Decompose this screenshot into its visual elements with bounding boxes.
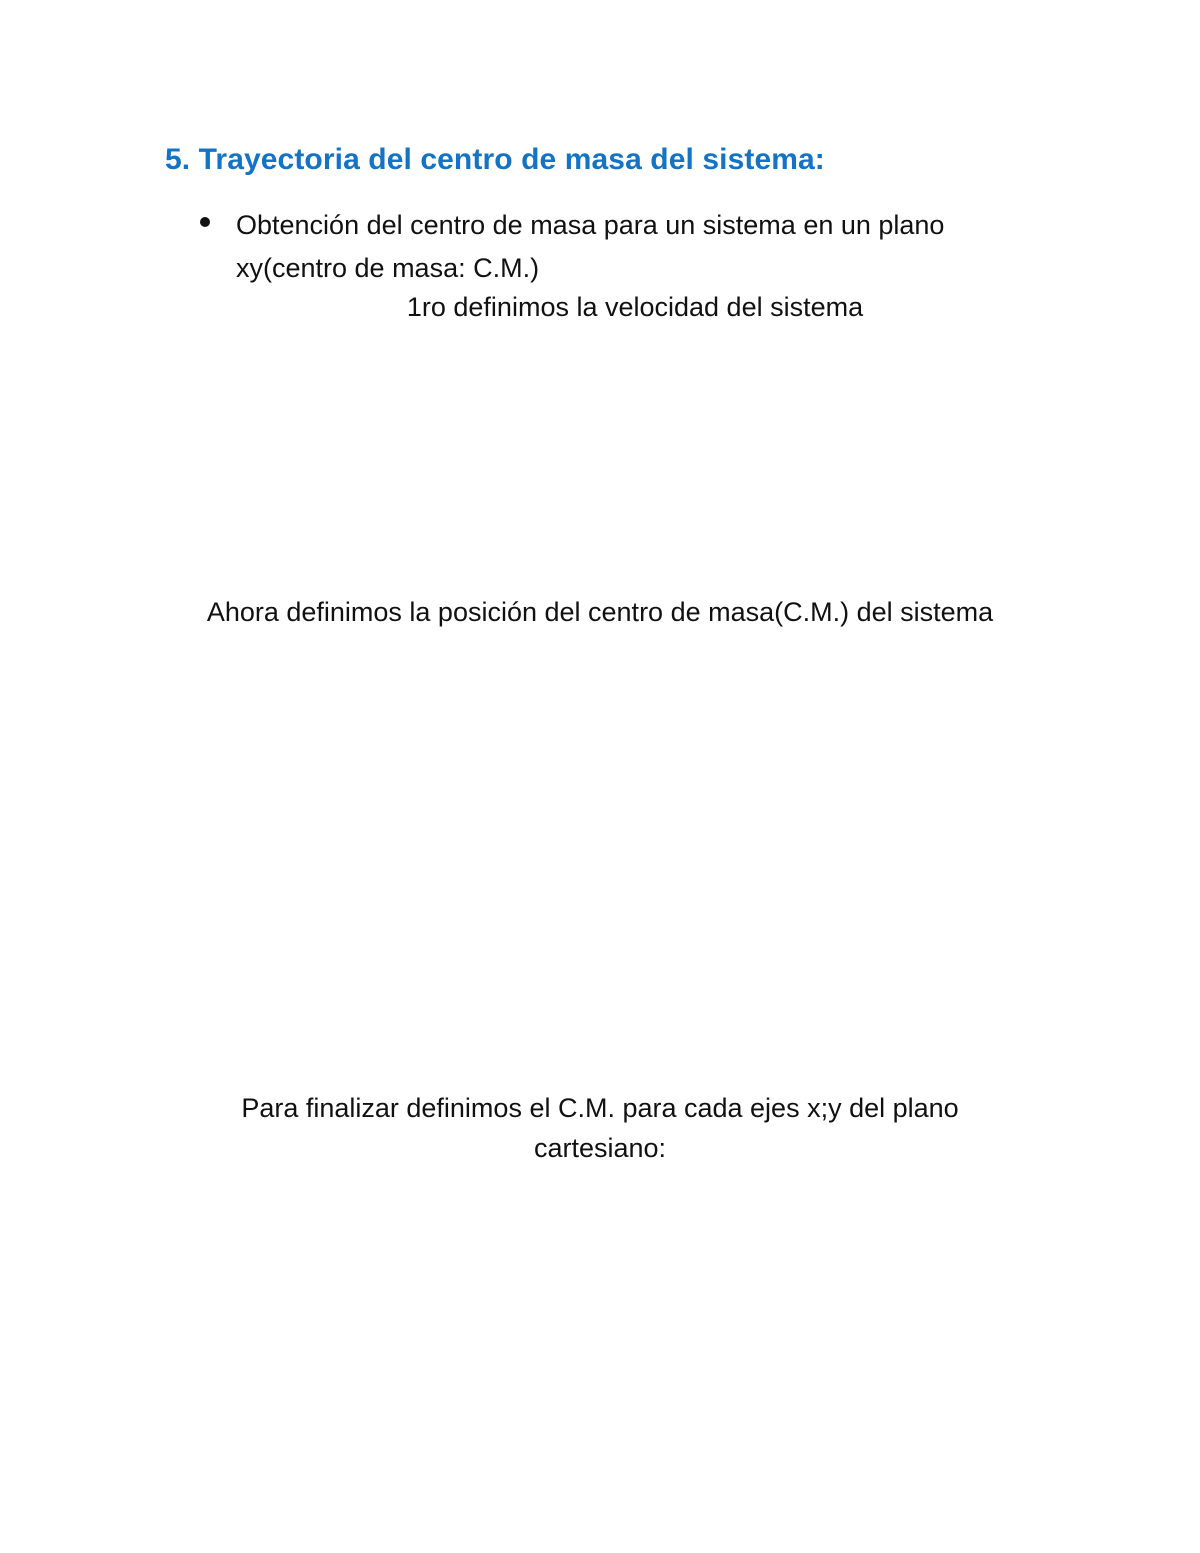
position-definition-text: Ahora definimos la posición del centro de masa(C.M.) del sistema: [206, 597, 994, 627]
bullet-icon: [200, 217, 210, 227]
bullet-item-text: Obtención del centro de masa para un sistema en un plano xy(centro de masa: C.M.): [236, 210, 945, 283]
final-definition-line-1: Para finalizar definimos el C.M. para cada ejes x;y del plano: [241, 1093, 959, 1123]
velocity-definition-text: 1ro definimos la velocidad del sistema: [406, 292, 864, 322]
final-definition-text: [100, 1088, 1100, 1168]
final-definition-line-2: cartesiano:: [533, 1133, 667, 1163]
section-heading: 5. Trayectoria del centro de masa del sistema:: [165, 143, 825, 176]
